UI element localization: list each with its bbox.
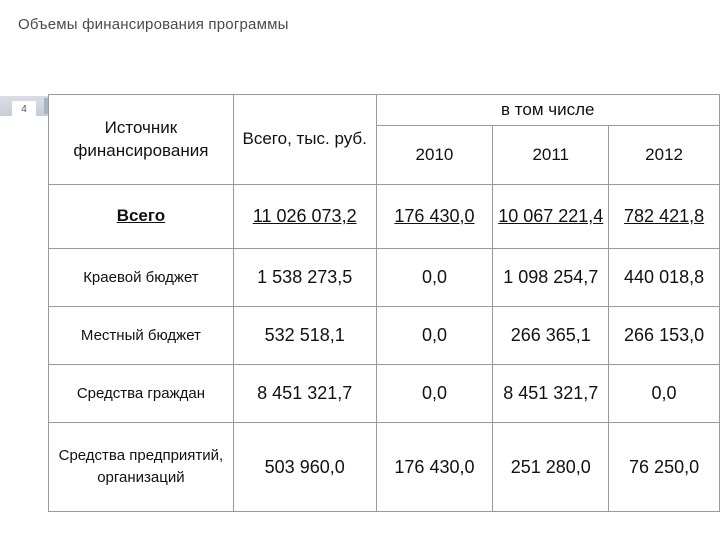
header-row	[49, 95, 720, 126]
cell-2010: 176 430,0	[376, 185, 493, 249]
header-year-2010: 2010	[376, 126, 493, 185]
row-label: Средства предприятий, организаций	[49, 423, 234, 512]
header-total: Всего, тыс. руб.	[233, 95, 376, 185]
funding-table	[48, 94, 720, 512]
cell-2010: 176 430,0	[376, 423, 493, 512]
table-row	[49, 307, 720, 365]
row-label: Местный бюджет	[49, 307, 234, 365]
table-row	[49, 423, 720, 512]
header-source: Источник финансирования	[49, 95, 234, 185]
cell-2011: 251 280,0	[493, 423, 609, 512]
header-year-2012: 2012	[609, 126, 720, 185]
cell-2012: 76 250,0	[609, 423, 720, 512]
cell-2010: 0,0	[376, 365, 493, 423]
cell-total: 1 538 273,5	[233, 249, 376, 307]
table-row	[49, 365, 720, 423]
header-year-2011: 2011	[493, 126, 609, 185]
row-label: Средства граждан	[49, 365, 234, 423]
cell-2011: 8 451 321,7	[493, 365, 609, 423]
cell-2010: 0,0	[376, 307, 493, 365]
cell-2011: 1 098 254,7	[493, 249, 609, 307]
row-label: Краевой бюджет	[49, 249, 234, 307]
cell-2012: 782 421,8	[609, 185, 720, 249]
slide-number: 4	[12, 101, 36, 119]
cell-2012: 440 018,8	[609, 249, 720, 307]
cell-total: 532 518,1	[233, 307, 376, 365]
table-row	[49, 185, 720, 249]
header-including: в том числе	[376, 95, 719, 126]
table-row	[49, 249, 720, 307]
cell-2011: 266 365,1	[493, 307, 609, 365]
cell-total: 503 960,0	[233, 423, 376, 512]
cell-2012: 0,0	[609, 365, 720, 423]
cell-2012: 266 153,0	[609, 307, 720, 365]
row-label: Всего	[49, 185, 234, 249]
cell-2011: 10 067 221,4	[493, 185, 609, 249]
cell-total: 8 451 321,7	[233, 365, 376, 423]
cell-total: 11 026 073,2	[233, 185, 376, 249]
cell-2010: 0,0	[376, 249, 493, 307]
slide-title: Объемы финансирования программы	[18, 16, 289, 33]
